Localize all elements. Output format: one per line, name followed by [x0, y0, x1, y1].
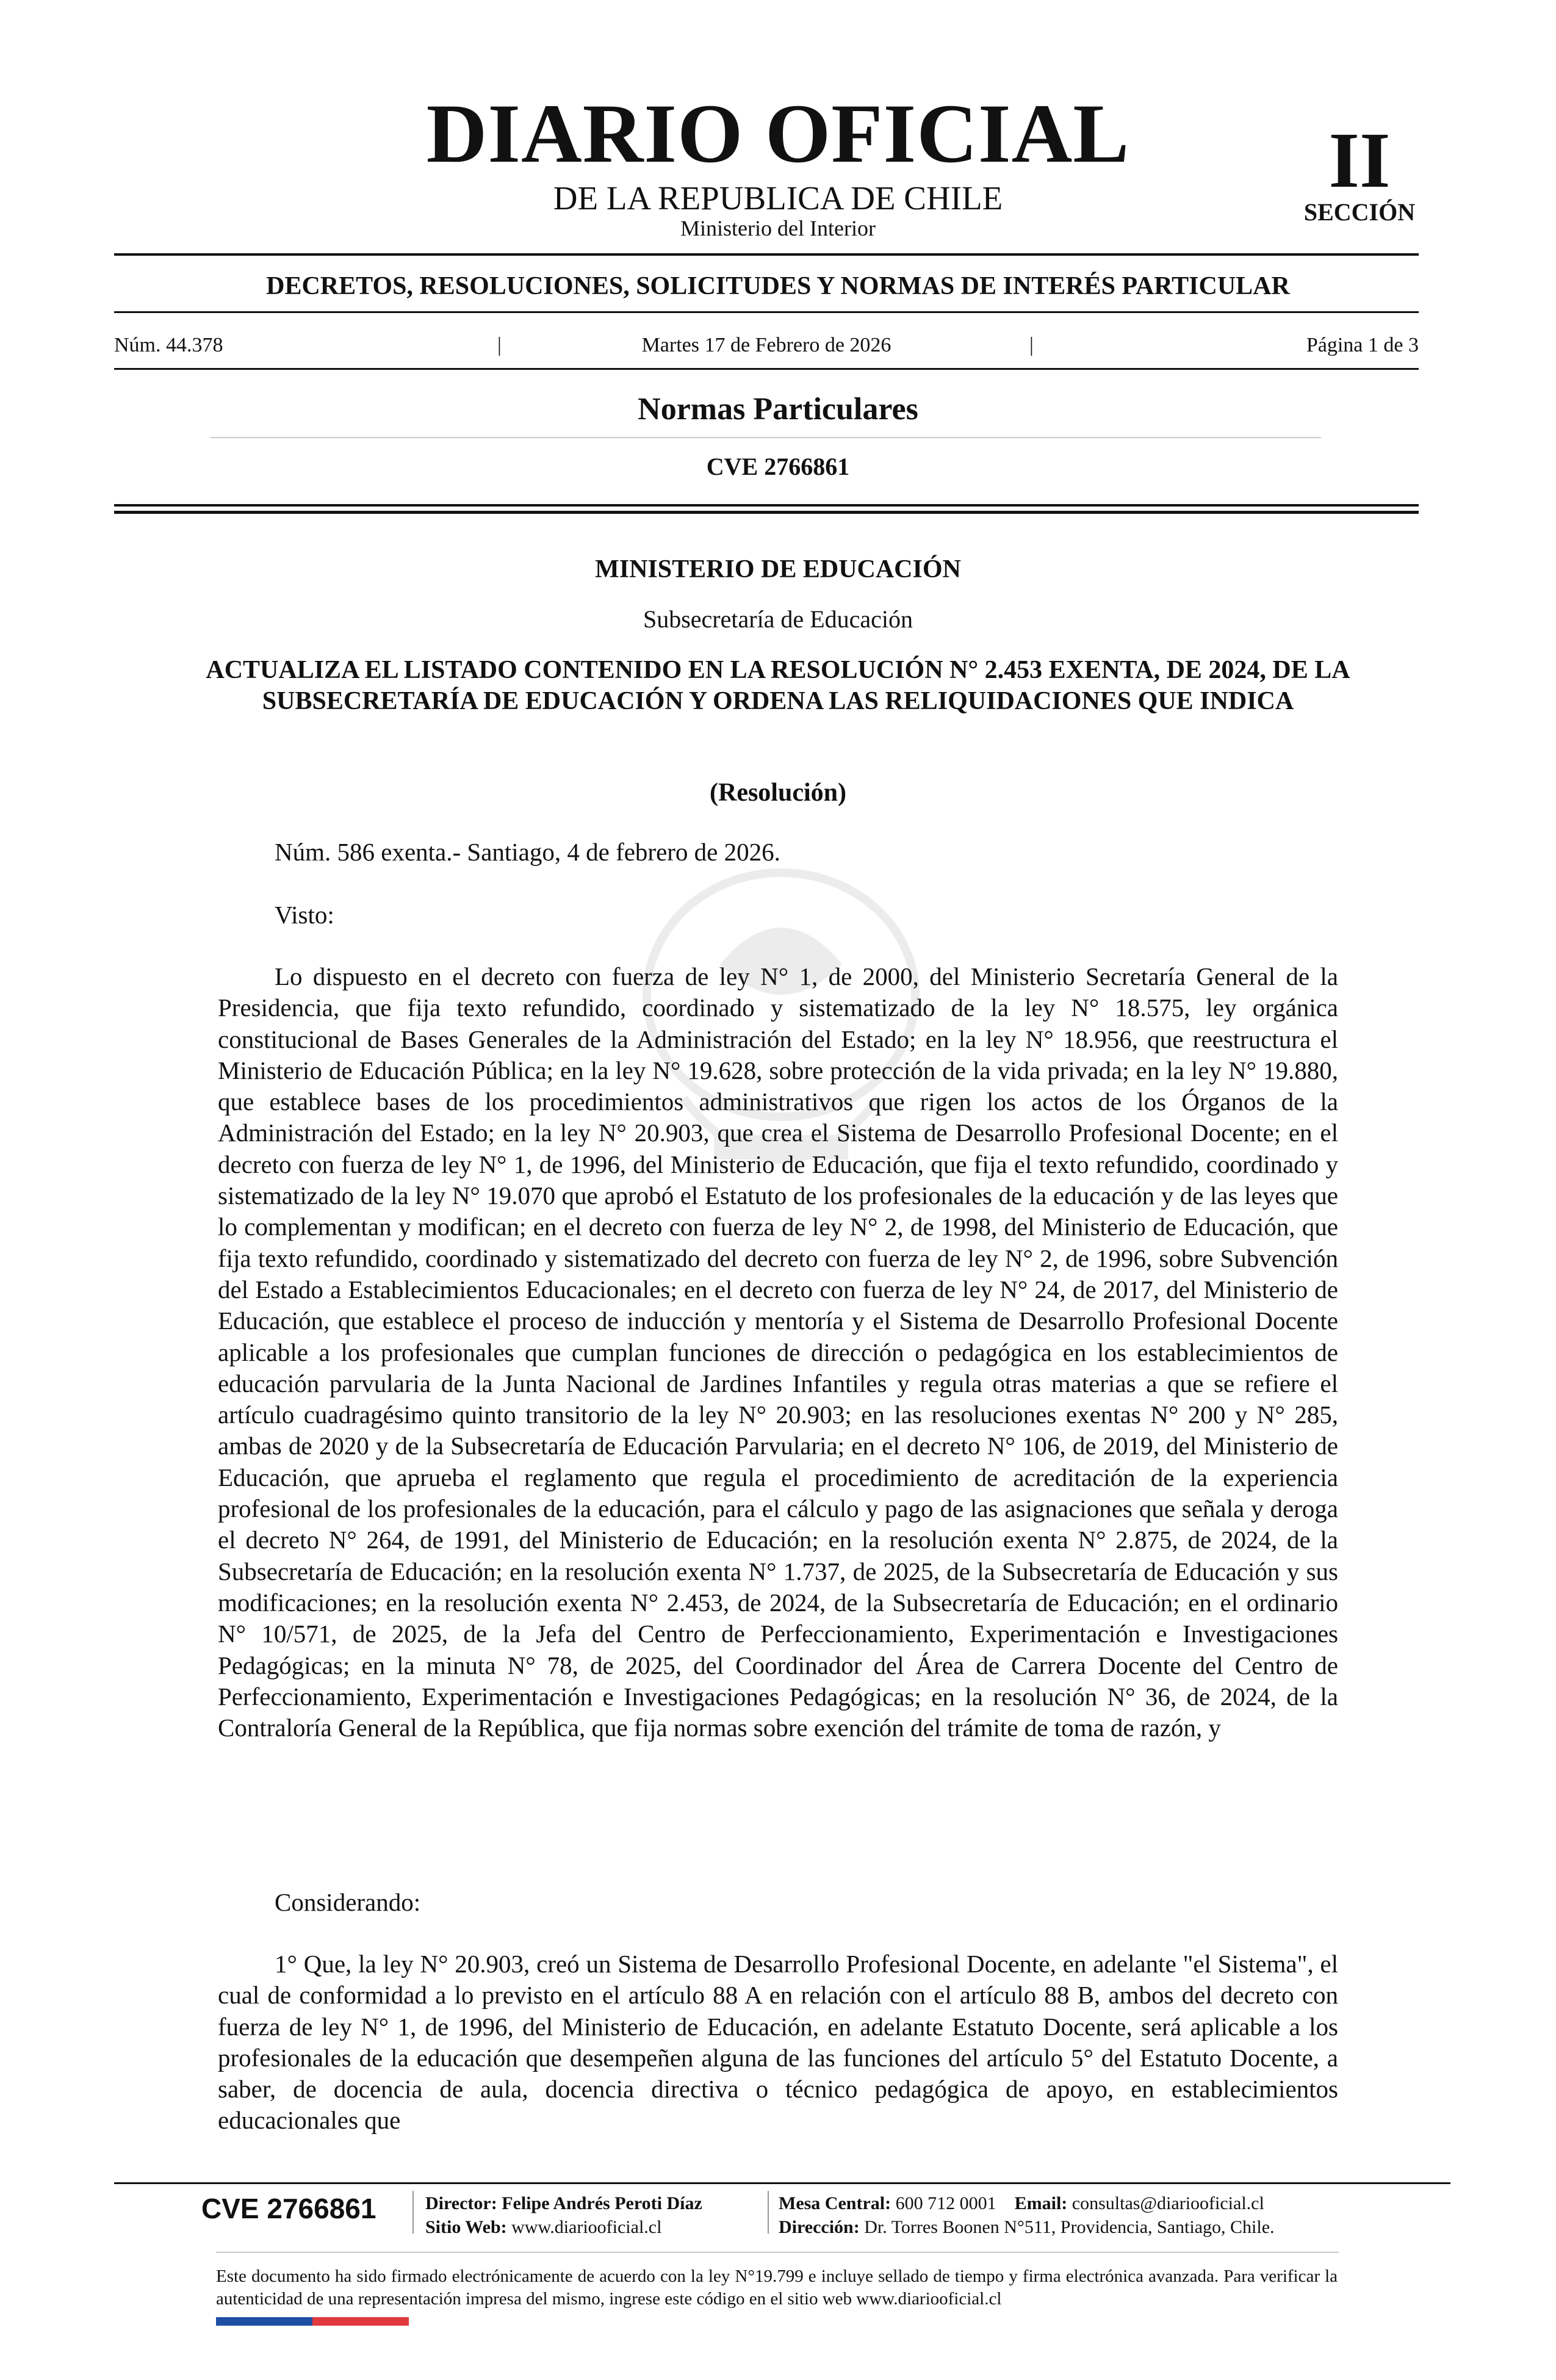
page-number: Página 1 de 3 — [1306, 334, 1419, 356]
issue-number: Núm. 44.378 — [114, 334, 223, 356]
issue-date: Martes 17 de Febrero de 2026 — [641, 334, 891, 356]
masthead-rule — [114, 253, 1419, 256]
document-ministry: MINISTERIO DE EDUCACIÓN — [595, 555, 961, 583]
heading-underline — [211, 437, 1321, 438]
web-label: Sitio Web: — [425, 2217, 507, 2237]
issue-info-bar — [114, 333, 1419, 358]
considerando-label: Considerando: — [275, 1888, 421, 1916]
document-title: ACTUALIZA EL LISTADO CONTENIDO EN LA RESOLUCIÓN N° 2.453 EXENTA, DE 2024, DE LA SUBSECRETARÍA DE EDUCACIÓN Y ORDENA LAS RELIQUIDACIONES QUE INDICA — [206, 656, 1350, 715]
email-link[interactable]: consultas@diariooficial.cl — [1072, 2193, 1264, 2213]
issue-separator: | — [1029, 334, 1034, 356]
info-rule — [114, 368, 1419, 370]
flag-stripe-blue — [216, 2317, 312, 2326]
masthead-title: DIARIO OFICIAL — [426, 87, 1130, 180]
address-label: Dirección: — [779, 2217, 860, 2237]
address: Dr. Torres Boonen N°511, Providencia, Santiago, Chile. — [864, 2217, 1275, 2237]
footer-rule — [114, 2182, 1450, 2184]
phone-number: 600 712 0001 — [895, 2193, 996, 2213]
double-rule-bottom — [114, 511, 1419, 514]
masthead-ministry: Ministerio del Interior — [680, 216, 876, 240]
footer-note: Este documento ha sido firmado electrónicamente de acuerdo con la ley N°19.799 e incluye sellado de tiempo y firma electrónica avanzada. Para verificar la autenticidad de una representación impresa del mismo, ingrese este código en el sitio web www.diariooficial.cl — [216, 2266, 1338, 2309]
web-link[interactable]: www.diariooficial.cl — [511, 2217, 662, 2237]
document-subsecretariat: Subsecretaría de Educación — [643, 605, 913, 633]
visto-label: Visto: — [275, 901, 334, 929]
double-rule-top — [114, 504, 1419, 507]
director-label: Director: — [425, 2193, 497, 2213]
section-number: II — [1328, 117, 1391, 204]
document-type: (Resolución) — [710, 779, 846, 807]
visto-paragraph: Lo dispuesto en el decreto con fuerza de ley N° 1, de 2000, del Ministerio Secretaría General de la Presidencia, que fija texto refundido, coordinado y sistematizado de la ley N° 18.575, ley orgánica constitucional de Bases Generales de la Administración del Estado; en la ley N° 18.956, que reestructura el Ministerio de Educación Pública; en la ley N° 19.628, sobre protección de la vida privada; en la ley N° 19.880, que establece bases de los procedimientos administrativos que rigen los actos de los Órganos de la Administración del Estado; en la ley N° 20.903, que crea el Sistema de Desarrollo Profesional Docente; en el decreto con fuerza de ley N° 1, de 1996, del Ministerio de Educación, que fija el texto refundido, coordinado y sistematizado de la ley N° 19.070 que aprobó el Estatuto de los profesionales de la educación y de las leyes que lo complementan y modifican; en el decreto con fuerza de ley N° 2, de 1998, del Ministerio de Educación, que fija texto refundido, coordinado y sistematizado del decreto con fuerza de ley N° 2, de 1996, sobre Subvención del Estado a Establecimientos Educacionales; en el decreto con fuerza de ley N° 24, de 2017, del Ministerio de Educación, que establece el proceso de inducción y mentoría y el Sistema de Desarrollo Profesional Docente aplicable a los profesionales que cumplan funciones de dirección o pedagógica en los establecimientos de educación parvularia de la Junta Nacional de Jardines Infantiles y regula otras materias a que se refiere el artículo cuadragésimo quinto transitorio de la ley N° 20.903; en las resoluciones exentas N° 200 y N° 285, ambas de 2020 y de la Subsecretaría de Educación Parvularia; en el decreto N° 106, de 2019, del Ministerio de Educación, que aprueba el reglamento que regula el procedimiento de acreditación de la experiencia profesional de los profesionales de la educación, para el cálculo y pago de las asignaciones que señala y deroga el decreto N° 264, de 1991, del Ministerio de Educación; en la resolución exenta N° 2.875, de 2024, de la Subsecretaría de Educación; en la resolución exenta N° 1.737, de 2025, de la Subsecretaría de Educación y sus modificaciones; en la resolución exenta N° 2.453, de 2024, de la Subsecretaría de Educación; en el ordinario N° 10/571, de 2025, de la Jefa del Centro de Perfeccionamiento, Experimentación e Investigaciones Pedagógicas; en la minuta N° 78, de 2025, del Coordinador del Área de Carrera Docente del Centro de Perfeccionamiento, Experimentación e Investigaciones Pedagógicas; en la resolución N° 36, de 2024, de la Contraloría General de la República, que fija normas sobre exención del trámite de toma de razón, y — [218, 962, 1338, 1742]
footer-cve: CVE 2766861 — [201, 2193, 376, 2224]
category-heading: DECRETOS, RESOLUCIONES, SOLICITUDES Y NORMAS DE INTERÉS PARTICULAR — [266, 272, 1290, 300]
footer-divider — [412, 2191, 414, 2234]
masthead-subtitle: DE LA REPUBLICA DE CHILE — [553, 179, 1003, 217]
cve-code: CVE 2766861 — [706, 453, 850, 480]
footer-director-block — [425, 2191, 702, 2239]
resolution-number-date: Núm. 586 exenta.- Santiago, 4 de febrero de 2026. — [275, 838, 780, 866]
phone-label: Mesa Central: — [779, 2193, 891, 2213]
section-label: SECCIÓN — [1303, 198, 1416, 226]
category-rule — [114, 311, 1419, 313]
issue-separator: | — [497, 334, 502, 356]
section-heading: Normas Particulares — [638, 392, 918, 427]
footer-contact-block — [779, 2191, 1275, 2239]
flag-stripe-red — [312, 2317, 409, 2326]
email-label: Email: — [1014, 2193, 1068, 2213]
director-name: Felipe Andrés Peroti Díaz — [502, 2193, 702, 2213]
footer-divider — [768, 2191, 769, 2234]
considerando-paragraph-1: 1° Que, la ley N° 20.903, creó un Sistema de Desarrollo Profesional Docente, en adelante "el Sistema", el cual de conformidad a lo previsto en el artículo 88 A en relación con el artículo 88 B, ambos del decreto con fuerza de ley N° 1, de 1996, del Ministerio de Educación, en adelante Estatuto Docente, será aplicable a los profesionales de la educación que desempeñen alguna de las funciones del artículo 5° del Estatuto Docente, a saber, de docencia de aula, docencia directiva o técnico pedagógica de apoyo, en establecimientos educacionales que — [218, 1950, 1338, 2135]
